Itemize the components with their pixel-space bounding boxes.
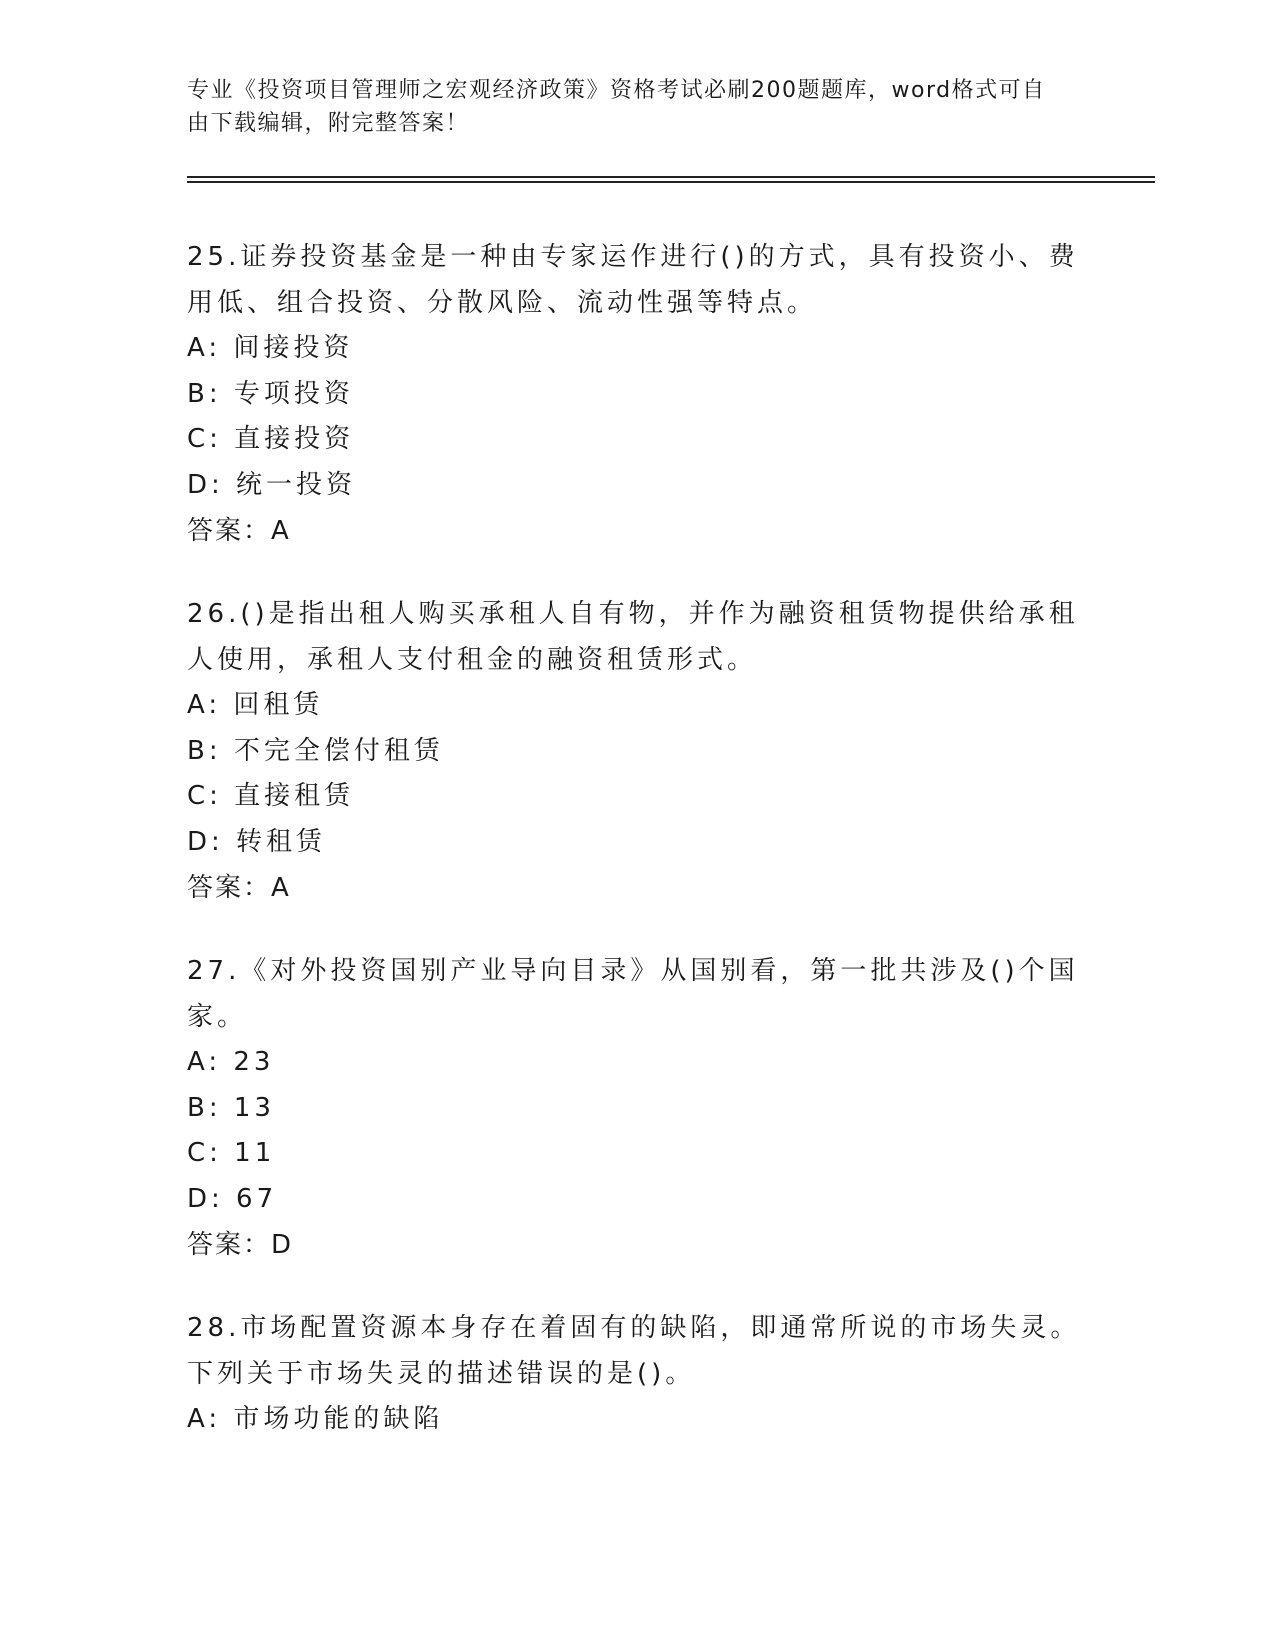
option-a: A: 23: [187, 1047, 275, 1077]
option-list: [187, 683, 1087, 865]
option-c: C: 11: [187, 1138, 276, 1168]
question-28: [187, 1305, 1087, 1443]
option-b: B: 13: [187, 1092, 275, 1123]
option-c: C: 直接租赁: [187, 781, 355, 811]
option-list: [187, 326, 1087, 508]
option-d: D: 67: [187, 1183, 278, 1214]
header-divider-bottom: [187, 181, 1155, 183]
answer: 答案：D: [187, 1230, 294, 1260]
question-stem: 25.证券投资基金是一种由专家运作进行()的方式，具有投资小、费用低、组合投资、分散风险、流动性强等特点。: [187, 242, 1079, 318]
option-b: B: 专项投资: [187, 378, 354, 409]
option-b: B: 不完全偿付租赁: [187, 735, 444, 766]
question-list: [187, 234, 1087, 1480]
question-stem: 27.《对外投资国别产业导向目录》从国别看，第一批共涉及()个国家。: [187, 956, 1079, 1032]
question-27: [187, 948, 1087, 1268]
option-a: A: 市场功能的缺陷: [187, 1404, 444, 1434]
option-c: C: 直接投资: [187, 424, 355, 454]
question-25: [187, 234, 1087, 554]
question-26: [187, 591, 1087, 911]
option-d: D: 转租赁: [187, 826, 327, 857]
option-a: A: 间接投资: [187, 333, 354, 363]
header-divider-top: [187, 176, 1155, 178]
document-header: 专业《投资项目管理师之宏观经济政策》资格考试必刷200题题库，word格式可自由下载编辑，附完整答案！: [187, 78, 1046, 136]
answer: 答案：A: [187, 873, 291, 903]
option-d: D: 统一投资: [187, 469, 357, 500]
option-list: [187, 1397, 1087, 1443]
option-list: [187, 1040, 1087, 1222]
question-stem: 28.市场配置资源本身存在着固有的缺陷，即通常所说的市场失灵。下列关于市场失灵的描述错误的是()。: [187, 1313, 1081, 1389]
option-a: A: 回租赁: [187, 690, 324, 720]
question-stem: 26.()是指出租人购买承租人自有物，并作为融资租赁物提供给承租人使用，承租人支付租金的融资租赁形式。: [187, 599, 1079, 675]
answer: 答案：A: [187, 516, 291, 546]
